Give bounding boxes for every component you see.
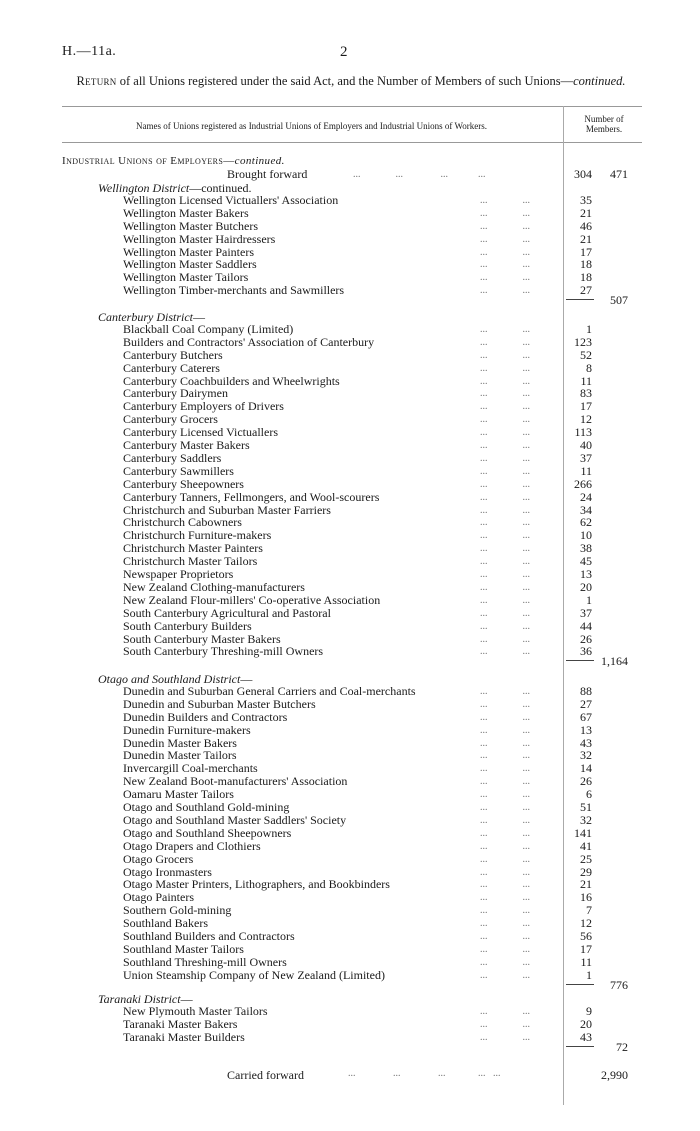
names-column-header: Names of Unions registered as Industrial Unions of Employers and Industrial Unions of Workers. (135, 121, 488, 131)
leader-dots: ... ... (480, 789, 530, 801)
union-name: Canterbury Saddlers (123, 450, 222, 465)
union-name: Otago Drapers and Clothiers (123, 838, 261, 853)
table-row (0, 233, 700, 246)
member-count: 26 (580, 631, 592, 646)
union-name: Dunedin Master Tailors (123, 748, 237, 763)
union-name: Canterbury Sawmillers (123, 463, 234, 478)
leader-dots: ... ... (480, 931, 530, 942)
leader-dots: ... ... (480, 763, 530, 775)
table-row (0, 607, 700, 620)
brought-forward-row (0, 168, 700, 181)
union-name: Otago Grocers (123, 851, 194, 866)
leader-dots: ... ... (480, 633, 530, 645)
member-count: 83 (580, 386, 592, 401)
member-count: 41 (580, 838, 592, 853)
table-row (0, 336, 700, 349)
leader-dots: ... ... (480, 491, 530, 503)
union-name: Dunedin Builders and Contractors (123, 709, 288, 724)
union-name: Canterbury Butchers (123, 347, 223, 362)
leader-dots: ... ... (480, 827, 530, 839)
table-row (0, 878, 700, 891)
leader-dots: ... ... (480, 685, 530, 697)
leader-dots: ... ... (480, 620, 530, 632)
member-count: 21 (580, 231, 592, 246)
member-count: 24 (580, 489, 592, 504)
leader-dots: ... ... (480, 246, 530, 258)
member-count: 21 (580, 877, 592, 892)
table-row (0, 840, 700, 853)
member-count: 67 (580, 709, 592, 724)
member-count: 13 (580, 722, 592, 737)
subtotal-rule (566, 984, 594, 985)
union-name: Dunedin Master Bakers (123, 735, 237, 750)
leader-dots: ... ... (480, 569, 530, 580)
leader-dots: ... ... (480, 427, 530, 439)
member-count: 113 (574, 425, 592, 440)
union-name: Otago Ironmasters (123, 864, 212, 879)
table-row (0, 904, 700, 917)
leader-dots: ... ... (480, 388, 530, 400)
member-count: 32 (580, 748, 592, 763)
title-lead: Return (76, 74, 117, 88)
leader-dots: ... ... (480, 879, 530, 891)
union-name: Canterbury Licensed Victuallers (123, 425, 279, 440)
table-row (0, 737, 700, 750)
member-count: 1 (586, 592, 592, 607)
member-count: 26 (580, 774, 592, 789)
member-count: 43 (580, 1029, 592, 1044)
leader-dots: ... ... (480, 272, 530, 284)
union-name: New Zealand Flour-millers' Co-operative Association (123, 592, 381, 607)
union-name: Otago Master Printers, Lithographers, and Bookbinders (123, 877, 390, 892)
leader-dots: ... ... (480, 724, 530, 736)
leader-dots: ... ... (480, 646, 530, 658)
table-row (0, 413, 700, 426)
table-row (0, 698, 700, 711)
district-name: Otago and Southland District (98, 672, 241, 686)
leader-dots: ... ... (480, 401, 530, 413)
table-row (0, 775, 700, 788)
table-row (0, 349, 700, 362)
table-row (0, 891, 700, 904)
member-count: 11 (580, 373, 592, 388)
member-count: 62 (580, 515, 592, 530)
member-count: 6 (586, 787, 592, 802)
union-name: Blackball Coal Company (Limited) (123, 321, 294, 336)
union-name: Southland Master Tailors (123, 941, 244, 956)
member-count: 12 (580, 412, 592, 427)
leader-dots: ... ... (480, 375, 530, 387)
subtotal-rule (566, 660, 594, 661)
leader-dots: ... ... (480, 285, 530, 297)
union-name: New Zealand Clothing-manufacturers (123, 579, 305, 594)
title-text: of all Unions registered under the said Act, and the Number of Members of such Unions— (116, 74, 574, 88)
leader-dots: ... ... (480, 220, 530, 232)
table-row (0, 814, 700, 827)
leader-dots: ... ... (480, 776, 530, 788)
member-count: 32 (580, 812, 592, 827)
union-name: Christchurch Cabowners (123, 515, 242, 530)
member-count: 27 (580, 283, 592, 298)
union-name: Taranaki Master Bakers (123, 1016, 238, 1031)
union-name: Canterbury Caterers (123, 360, 220, 375)
number-column-header: Number of Members. (584, 114, 624, 134)
table-row (0, 258, 700, 271)
union-name: Canterbury Coachbuilders and Wheelwrights (123, 373, 340, 388)
table-row (0, 943, 700, 956)
member-count: 1 (586, 967, 592, 982)
union-name: Wellington Timber-merchants and Sawmillers (123, 283, 345, 298)
leader-dots: ... ... (480, 1005, 530, 1017)
union-name: Wellington Master Hairdressers (123, 231, 276, 246)
carried-forward-label: Carried forward (227, 1068, 304, 1082)
member-count: 34 (580, 502, 592, 517)
district-name-suffix: — (193, 310, 205, 324)
table-row (0, 529, 700, 542)
union-name: Builders and Contractors' Association of Canterbury (123, 334, 375, 349)
member-count: 29 (580, 864, 592, 879)
union-name: Invercargill Coal-merchants (123, 761, 258, 776)
member-count: 20 (580, 1016, 592, 1031)
table-row (0, 400, 700, 413)
leader-dots: ... ... (480, 349, 530, 361)
member-count: 141 (574, 825, 592, 840)
leader-dots: ... ... (480, 853, 530, 865)
subtotal-rule (566, 299, 594, 300)
leader-dots: ... ... (480, 840, 530, 852)
leader-dots: ... ... (480, 440, 530, 451)
leader-dots: ... ... (480, 698, 530, 710)
leader-dots: ... ... (480, 581, 530, 593)
member-count: 18 (580, 257, 592, 272)
page-number: 2 (340, 44, 348, 60)
union-name: Christchurch and Suburban Master Farriers (123, 502, 331, 517)
table-row (0, 478, 700, 491)
leader-dots: ... ... (480, 1031, 530, 1043)
leader-dots: ... ... (480, 517, 530, 529)
member-count: 35 (580, 192, 592, 207)
leader-dots: ... ... (480, 194, 530, 206)
union-name: South Canterbury Threshing-mill Owners (123, 644, 324, 659)
member-count: 37 (580, 605, 592, 620)
leader-dots: ... ... (480, 969, 530, 981)
brought-forward-label: Brought forward (227, 167, 308, 181)
union-name: New Zealand Boot-manufacturers' Association (123, 774, 348, 789)
member-count: 14 (580, 761, 592, 776)
leader-dots: ... ... (480, 956, 530, 968)
leader-dots: ... ... (480, 233, 530, 245)
table-row (0, 853, 700, 866)
table-row (0, 375, 700, 388)
union-name: Oamaru Master Tailors (123, 787, 234, 802)
union-name: Union Steamship Company of New Zealand (Limited) (123, 967, 385, 982)
table-row (0, 220, 700, 233)
union-name: Canterbury Sheepowners (123, 476, 244, 491)
member-count: 45 (580, 554, 592, 569)
leader-dots: ... ... (480, 866, 530, 878)
member-count: 27 (580, 696, 592, 711)
union-name: Taranaki Master Builders (123, 1029, 245, 1044)
table-row (0, 323, 700, 336)
leader-dots: ... ... (480, 336, 530, 348)
union-name: Christchurch Furniture-makers (123, 528, 272, 543)
district-total: 72 (616, 1039, 628, 1054)
table-row (0, 194, 700, 207)
table-row (0, 568, 700, 581)
member-count: 20 (580, 579, 592, 594)
member-count: 40 (580, 438, 592, 452)
member-count: 52 (580, 347, 592, 362)
union-name: Newspaper Proprietors (123, 567, 234, 581)
union-name: Otago and Southland Sheepowners (123, 825, 292, 840)
table-row (0, 387, 700, 400)
union-name: Southern Gold-mining (123, 903, 232, 918)
member-count: 8 (586, 360, 592, 375)
document-reference: H.—11a. (62, 44, 117, 59)
table-row (0, 504, 700, 517)
union-name: Dunedin and Suburban General Carriers and Coal-merchants (123, 683, 416, 698)
member-count: 11 (580, 463, 592, 478)
table-row (0, 1018, 700, 1031)
leader-dots: ... ... (480, 905, 530, 917)
leader-dots: ... ... (480, 504, 530, 516)
union-name: South Canterbury Builders (123, 618, 252, 633)
leader-dots: ... ... (480, 207, 530, 219)
member-count: 12 (580, 916, 592, 931)
carried-forward-value: 2,990 (601, 1068, 628, 1082)
member-count: 17 (580, 399, 592, 414)
union-name: Southland Builders and Contractors (123, 929, 295, 943)
table-row (0, 246, 700, 259)
union-name: Otago Painters (123, 890, 194, 905)
table-row (0, 594, 700, 607)
member-count: 56 (580, 929, 592, 943)
member-count: 25 (580, 851, 592, 866)
union-name: Canterbury Master Bakers (123, 438, 250, 452)
district-name: Wellington District (98, 181, 190, 195)
brought-forward-running: 471 (610, 167, 628, 181)
leader-dots: ... ... (480, 918, 530, 930)
member-count: 38 (580, 541, 592, 556)
leader-dots: ... ... (480, 737, 530, 749)
member-count: 266 (574, 476, 592, 491)
union-name: Dunedin Furniture-makers (123, 722, 251, 737)
member-count: 21 (580, 205, 592, 220)
table-row (0, 439, 700, 452)
leader-dots: ... ... ... ... ... (348, 1068, 501, 1079)
district-name-suffix: —continued. (189, 181, 252, 195)
member-count: 11 (580, 954, 592, 969)
table-row (0, 827, 700, 840)
table-row (0, 956, 700, 969)
district-total: 776 (610, 977, 628, 992)
table-row (0, 452, 700, 465)
title-tail: continued. (573, 74, 626, 88)
leader-dots: ... ... ... ... (353, 169, 486, 180)
table-row (0, 581, 700, 594)
leader-dots: ... ... (480, 414, 530, 426)
member-count: 9 (586, 1003, 592, 1018)
member-count: 10 (580, 528, 592, 543)
union-name: South Canterbury Master Bakers (123, 631, 281, 646)
leader-dots: ... ... (480, 814, 530, 826)
leader-dots: ... ... (480, 607, 530, 619)
member-count: 17 (580, 244, 592, 259)
leader-dots: ... ... (480, 465, 530, 477)
leader-dots: ... ... (480, 556, 530, 568)
member-count: 13 (580, 567, 592, 581)
member-count: 7 (586, 903, 592, 918)
member-count: 46 (580, 218, 592, 233)
table-row (0, 516, 700, 529)
district-name: Taranaki District (98, 992, 181, 1006)
table-row (0, 685, 700, 698)
member-count: 51 (580, 800, 592, 814)
member-count: 16 (580, 890, 592, 905)
district-total: 1,164 (601, 654, 628, 669)
member-count: 123 (574, 334, 592, 349)
brought-forward-value: 304 (574, 167, 592, 181)
union-name: Wellington Master Bakers (123, 205, 249, 220)
table-row (0, 362, 700, 375)
union-name: Wellington Master Painters (123, 244, 255, 259)
union-name: Canterbury Dairymen (123, 386, 228, 401)
union-name: Southland Threshing-mill Owners (123, 954, 287, 969)
leader-dots: ... ... (480, 452, 530, 464)
table-row (0, 542, 700, 555)
table-row (0, 633, 700, 646)
table-row (0, 724, 700, 737)
union-name: Wellington Master Butchers (123, 218, 259, 233)
union-name: Wellington Master Saddlers (123, 257, 257, 272)
leader-dots: ... ... (480, 478, 530, 490)
union-name: South Canterbury Agricultural and Pastoral (123, 605, 331, 620)
union-name: Otago and Southland Gold-mining (123, 800, 290, 814)
union-name: Christchurch Master Tailors (123, 554, 258, 569)
return-title (62, 74, 640, 88)
district-name-suffix: — (240, 672, 253, 686)
district-total: 507 (610, 293, 628, 308)
leader-dots: ... ... (480, 892, 530, 904)
leader-dots: ... ... (480, 594, 530, 606)
table-row (0, 917, 700, 930)
member-count: 36 (580, 644, 592, 659)
table-row (0, 426, 700, 439)
member-count: 1 (586, 321, 592, 336)
leader-dots: ... ... (480, 323, 530, 335)
leader-dots: ... ... (480, 543, 530, 555)
table-row (0, 801, 700, 814)
union-name: Christchurch Master Painters (123, 541, 263, 556)
member-count: 18 (580, 270, 592, 285)
table-row (0, 491, 700, 504)
leader-dots: ... ... (480, 259, 530, 271)
member-count: 43 (580, 735, 592, 750)
table-row (0, 620, 700, 633)
member-count: 17 (580, 941, 592, 956)
union-name: Dunedin and Suburban Master Butchers (123, 696, 316, 711)
leader-dots: ... ... (480, 802, 530, 813)
union-name: Canterbury Grocers (123, 412, 218, 427)
member-count: 88 (580, 683, 592, 698)
leader-dots: ... ... (480, 943, 530, 955)
carried-forward-row (0, 1068, 700, 1082)
table-row (0, 930, 700, 943)
leader-dots: ... ... (480, 1018, 530, 1030)
union-name: Canterbury Tanners, Fellmongers, and Wool-scourers (123, 489, 380, 504)
union-name: Wellington Master Tailors (123, 270, 249, 285)
leader-dots: ... ... (480, 711, 530, 723)
table-row (0, 1005, 700, 1018)
table-row (0, 762, 700, 775)
union-name: Southland Bakers (123, 916, 208, 931)
union-name: New Plymouth Master Tailors (123, 1003, 268, 1018)
table-row (0, 749, 700, 762)
leader-dots: ... ... (480, 750, 530, 762)
member-count: 44 (580, 618, 592, 633)
leader-dots: ... ... (480, 362, 530, 374)
union-name: Otago and Southland Master Saddlers' Society (123, 812, 347, 827)
union-name: Canterbury Employers of Drivers (123, 399, 284, 414)
header-bottom-rule (62, 142, 642, 143)
table-row (0, 555, 700, 568)
leader-dots: ... ... (480, 530, 530, 542)
table-row (0, 465, 700, 478)
table-row (0, 788, 700, 801)
table-top-rule (62, 106, 642, 107)
section-heading: Industrial Unions of Employers—continued. (62, 155, 285, 167)
district-name: Canterbury District (98, 310, 193, 324)
district-name-suffix: — (180, 992, 193, 1006)
table-row (0, 711, 700, 724)
union-name: Wellington Licensed Victuallers' Association (123, 192, 339, 207)
member-count: 37 (580, 450, 592, 465)
table-row (0, 207, 700, 220)
subtotal-rule (566, 1046, 594, 1047)
table-row (0, 271, 700, 284)
